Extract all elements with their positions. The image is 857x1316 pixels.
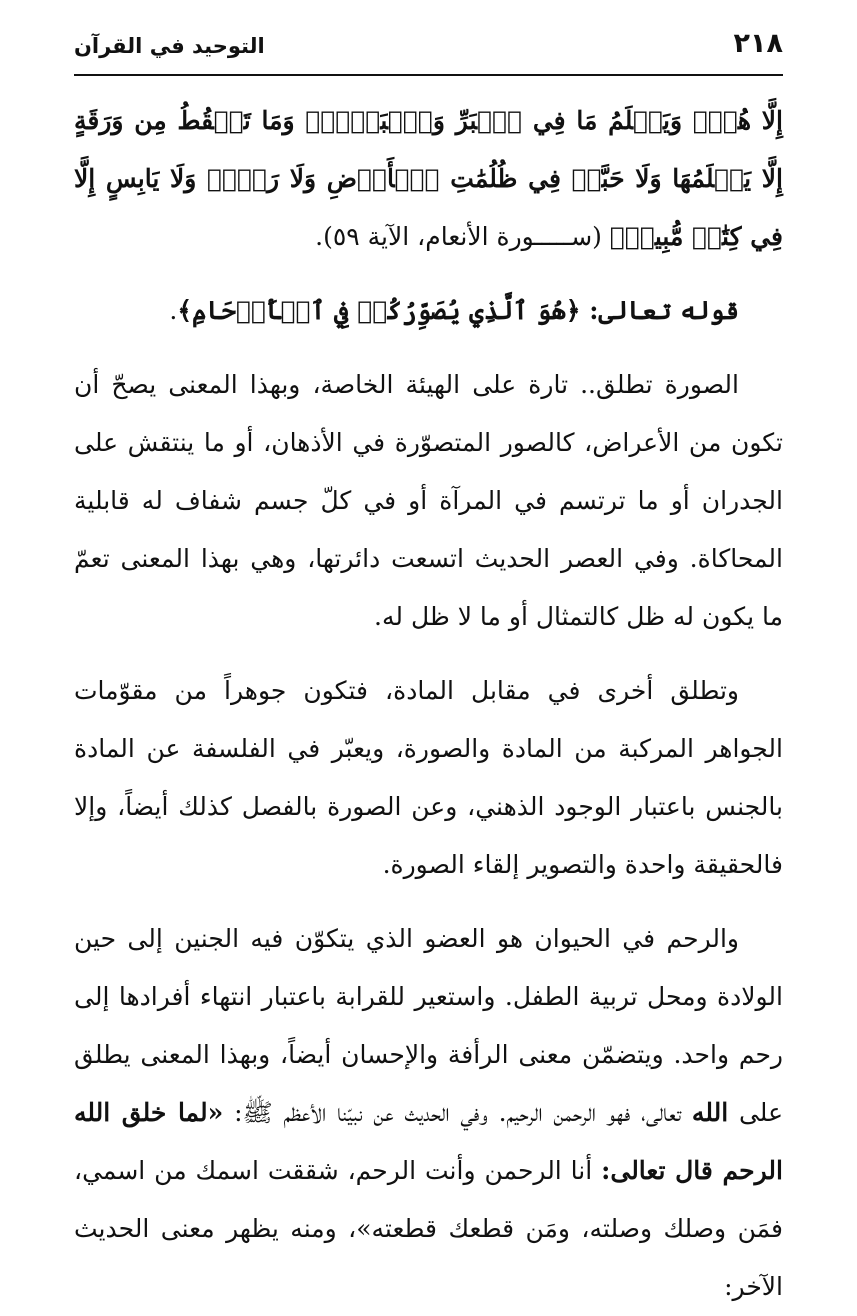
verse-heading-end: . [169, 296, 178, 325]
quran-verse: إِلَّا هُوَۚ وَيَعۡلَمُ مَا فِي ٱلۡبَرِّ وَٱلۡبَحۡرِۚ وَمَا تَسۡقُطُ مِن وَرَقَةٍ إِلَّا يَعۡلَمُهَا وَلَا حَبَّةٖ فِي ظُلُمَٰتِ ٱلۡأَرۡضِ وَلَا رَطۡبٖ وَلَا يَابِسٍ إِلَّا فِي كِتَٰبٖ مُّبِينٖ﴾ [74, 106, 783, 251]
womb-text-a: والرحم في الحيوان هو العضو الذي يتكوّن فيه الجنين إلى حين الولادة ومحل تربية الطفل. واستعير للقرابة باعتبار انتهاء أفرادها إلى رحم واحد. ويتضمّن معنى الرأفة والإحسان أيضاً، وبهذا المعنى يطلق على [74, 924, 784, 1127]
paragraph-womb [74, 910, 783, 1316]
header-rule [74, 74, 783, 76]
verse-heading-lead: قوله تعالى: [580, 296, 739, 325]
verse-paragraph [74, 92, 783, 266]
hadith-quote: «لما خلق الله الرحم قال تعالى: [74, 1098, 783, 1185]
quran-verse-heading: ﴿هُوَ ٱلَّذِي يُصَوِّرُكُمۡ فِي ٱلۡأَرۡحَامِ﴾ [177, 296, 581, 325]
page-header [74, 26, 783, 68]
allah-word: الله [691, 1098, 729, 1127]
paragraph-form-matter: وتطلق أخرى في مقابل المادة، فتكون جوهراً من مقوّمات الجواهر المركبة من المادة والصورة، ويعبّر في الفلسفة عن المادة بالجنس باعتبار الوجود الذهني، وعن الصورة بالفصل كذلك أيضاً، وإلا فالحقيقة واحدة والتصوير إلقاء الصورة. [74, 676, 783, 879]
page-number: ٢١٨ [733, 28, 783, 59]
verse-heading-paragraph [74, 282, 783, 340]
womb-text-b: تعالى، فهو الرحمن الرحيم. وفي الحديث عن نبيّنا الأعظم ﷺ: [223, 1098, 692, 1127]
womb-text-c: أنا الرحمن وأنت الرحم، شققت اسمك من اسمي، فمَن وصلك وصلته، ومَن قطعك قطعته»، ومنه يظهر معنى الحديث الآخر: [74, 1156, 783, 1301]
paragraph-image-definition: الصورة تطلق.. تارة على الهيئة الخاصة، وبهذا المعنى يصحّ أن تكون من الأعراض، كالصور المتصوّرة في الأذهان، أو ما ينتقش على الجدران أو ما ترتسم في المرآة أو في كلّ جسم شفاف له قابلية المحاكاة. وفي العصر الحديث اتسعت دائرتها، وهي بهذا المعنى تعمّ ما يكون له ظل كالتمثال أو ما لا ظل له. [74, 370, 783, 631]
page-body [74, 92, 783, 1316]
running-title: التوحيد في القرآن [74, 34, 265, 58]
verse-reference: (ســـــورة الأنعام، الآية ٥٩). [315, 222, 610, 251]
